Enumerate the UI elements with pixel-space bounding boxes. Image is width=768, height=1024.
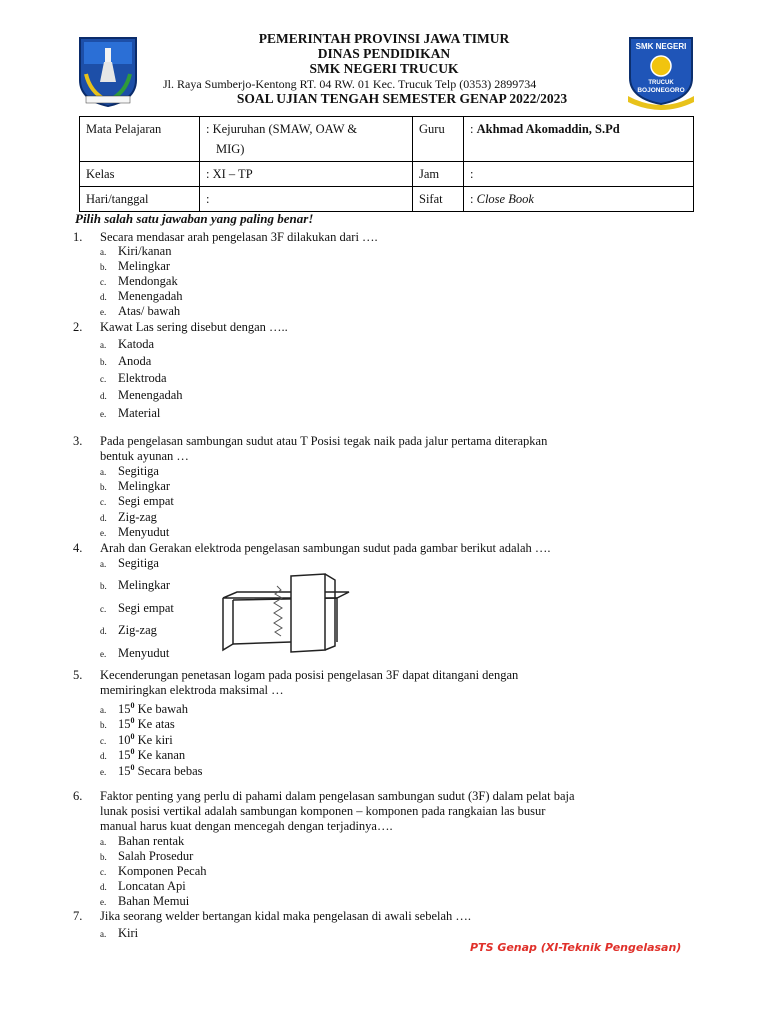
question-number: 4. (73, 541, 83, 555)
option-text: Melingkar (118, 259, 171, 273)
option-degree-superscript: 0 (130, 716, 135, 725)
option-letter: e. (100, 897, 107, 907)
option-text: Melingkar (118, 479, 171, 493)
option-text: Melingkar (118, 578, 171, 592)
option-letter: d. (100, 882, 107, 892)
option-letter: b. (100, 581, 107, 591)
option-text: Menyudut (118, 525, 170, 539)
option-text: Menengadah (118, 289, 183, 303)
option-item (100, 864, 207, 880)
option-letter: d. (100, 513, 107, 523)
option-item (100, 525, 169, 541)
option-text: 10 (118, 733, 131, 748)
option-text: Mendongak (118, 274, 178, 288)
option-letter: d. (100, 292, 107, 302)
option-item (100, 406, 160, 422)
option-letter: a. (100, 340, 107, 350)
option-text-rest: Ke kanan (134, 748, 186, 763)
option-letter: b. (100, 482, 107, 492)
header-line-province: PEMERINTAH PROVINSI JAWA TIMUR (258, 31, 510, 46)
option-letter: a. (100, 559, 107, 569)
teacher-value (464, 117, 694, 162)
option-letter: d. (100, 626, 107, 636)
option-text: Atas/ bawah (118, 304, 181, 318)
option-item (100, 623, 157, 639)
option-letter: e. (100, 409, 107, 419)
date-value: : (200, 187, 413, 212)
question-text-line3: manual harus kuat dengan mencegah dengan terjadinya…. (100, 819, 393, 833)
option-text: Kiri/kanan (118, 244, 172, 258)
option-item (100, 556, 159, 572)
option-item (100, 259, 170, 275)
option-text: Menyudut (118, 646, 170, 660)
question-number: 5. (73, 668, 83, 682)
info-row-date (80, 187, 694, 212)
logo-top-text: SMK NEGERI (635, 42, 687, 51)
option-letter: b. (100, 720, 107, 731)
question-number: 3. (73, 434, 83, 448)
teacher-colon: : (470, 122, 474, 136)
option-item (100, 388, 183, 404)
option-text: Salah Prosedur (118, 849, 194, 863)
option-letter: e. (100, 307, 107, 317)
question-text-line1: Faktor penting yang perlu di pahami dalam pengelasan sambungan sudut (3F) dalam pelat baja (100, 789, 575, 803)
option-text: Anoda (118, 354, 152, 368)
logo-city-text: BOJONEGORO (637, 87, 685, 94)
option-text: 15 (118, 748, 131, 763)
instruction-text: Pilih salah satu jawaban yang paling benar! (75, 211, 314, 226)
option-letter: c. (100, 867, 107, 877)
option-letter: b. (100, 262, 107, 272)
option-text: Segi empat (118, 601, 174, 615)
date-label: Hari/tanggal (80, 187, 200, 212)
question-text-line1: Pada pengelasan sambungan sudut atau T Posisi tegak naik pada jalur pertama diterapkan (100, 434, 548, 448)
option-letter: b. (100, 852, 107, 862)
header-line-school: SMK NEGERI TRUCUK (309, 61, 459, 76)
option-text: Kiri (118, 926, 139, 940)
option-item (100, 894, 189, 910)
option-text-rest: Ke atas (134, 717, 175, 732)
option-item (100, 760, 203, 780)
question-text-line1: Jika seorang welder bertangan kidal maka pengelasan di awali sebelah …. (100, 909, 472, 923)
question-number: 7. (73, 909, 83, 923)
option-text: Zig-zag (118, 510, 157, 524)
option-text: Bahan rentak (118, 834, 185, 848)
option-text: Material (118, 406, 161, 420)
option-item (100, 304, 180, 320)
time-label: Jam (413, 162, 464, 187)
question-text-line1: Kawat Las sering disebut dengan ….. (100, 320, 288, 334)
option-degree-superscript: 0 (130, 701, 135, 710)
info-row-subject (80, 117, 694, 162)
question-text-line1: Kecenderungan penetasan logam pada posisi pengelasan 3F dapat ditangani dengan (100, 668, 519, 682)
option-letter: a. (100, 837, 107, 847)
option-letter: d. (100, 751, 107, 762)
option-degree-superscript: 0 (130, 732, 135, 741)
question-text-line2: lunak posisi vertikal adalah sambungan komponen – komponen pada rangkaian las busur (100, 804, 546, 818)
option-text: Segitiga (118, 464, 159, 478)
footer-label: PTS Genap (XI-Teknik Pengelasan) (470, 941, 682, 954)
option-degree-superscript: 0 (130, 763, 135, 772)
option-text: Elektroda (118, 371, 167, 385)
option-item (100, 337, 154, 353)
option-letter: a. (100, 929, 107, 939)
option-text: 15 (118, 717, 131, 732)
subject-value (200, 117, 413, 162)
option-text-rest: Ke kiri (134, 733, 173, 748)
question-number: 1. (73, 230, 83, 244)
option-letter: a. (100, 467, 107, 477)
header-line-dinas: DINAS PENDIDIKAN (317, 46, 451, 61)
option-item (100, 926, 138, 942)
header-address: Jl. Raya Sumberjo-Kentong RT. 04 RW. 01 Kec. Trucuk Telp (0353) 2899734 (163, 77, 537, 91)
option-text: Segitiga (118, 556, 159, 570)
question-text-line1: Arah dan Gerakan elektroda pengelasan sambungan sudut pada gambar berikut adalah …. (100, 541, 551, 555)
fillet-weld-joint-figure (215, 570, 355, 654)
info-row-class (80, 162, 694, 187)
class-label: Kelas (80, 162, 200, 187)
question-number: 6. (73, 789, 83, 803)
option-item (100, 849, 193, 865)
option-item (100, 244, 171, 260)
option-item (100, 601, 174, 617)
subject-value-line2: MIG) (216, 142, 245, 156)
option-item (100, 494, 174, 510)
option-item (100, 578, 170, 594)
option-text: Komponen Pecah (118, 864, 207, 878)
option-letter: c. (100, 374, 107, 384)
question-text-line2: memiringkan elektroda maksimal … (100, 683, 284, 697)
time-value: : (464, 162, 694, 187)
option-text: Bahan Memui (118, 894, 190, 908)
option-letter: c. (100, 604, 107, 614)
option-item (100, 646, 169, 662)
option-degree-superscript: 0 (130, 747, 135, 756)
exam-info-table (79, 116, 694, 212)
option-text: Katoda (118, 337, 155, 351)
option-text: Segi empat (118, 494, 174, 508)
option-item (100, 510, 157, 526)
class-value: : XI – TP (200, 162, 413, 187)
logo-mid-text: TRUCUK (648, 80, 674, 86)
option-letter: a. (100, 705, 107, 716)
question-number: 2. (73, 320, 83, 334)
question-text-line1: Secara mendasar arah pengelasan 3F dilakukan dari …. (100, 230, 378, 244)
option-text: 15 (118, 702, 131, 717)
option-letter: d. (100, 391, 107, 401)
exam-title: SOAL UJIAN TENGAH SEMESTER GENAP 2022/2023 (236, 91, 568, 106)
option-text-rest: Secara bebas (134, 764, 203, 779)
option-text: Loncatan Api (118, 879, 186, 893)
teacher-label: Guru (413, 117, 464, 162)
teacher-name: Akhmad Akomaddin, S.Pd (476, 122, 620, 136)
option-item (100, 834, 184, 850)
nature-text: Close Book (476, 192, 534, 206)
option-letter: c. (100, 277, 107, 287)
option-text: 15 (118, 764, 131, 779)
option-item (100, 879, 186, 895)
option-text-rest: Ke bawah (134, 702, 188, 717)
option-letter: b. (100, 357, 107, 367)
option-item (100, 479, 170, 495)
subject-value-line1: : Kejuruhan (SMAW, OAW & (206, 122, 358, 136)
option-item (100, 274, 178, 290)
option-text: Menengadah (118, 388, 183, 402)
option-letter: e. (100, 649, 107, 659)
option-text: Zig-zag (118, 623, 157, 637)
option-item (100, 354, 151, 370)
nature-value (464, 187, 694, 212)
option-letter: c. (100, 497, 107, 507)
option-letter: a. (100, 247, 107, 257)
subject-label: Mata Pelajaran (80, 117, 200, 162)
option-letter: c. (100, 736, 107, 747)
nature-label: Sifat (413, 187, 464, 212)
nature-colon: : (470, 192, 474, 206)
option-item (100, 289, 183, 305)
option-letter: e. (100, 767, 107, 778)
question-text-line2: bentuk ayunan … (100, 449, 189, 463)
option-letter: e. (100, 528, 107, 538)
option-item (100, 371, 167, 387)
option-item (100, 464, 159, 480)
